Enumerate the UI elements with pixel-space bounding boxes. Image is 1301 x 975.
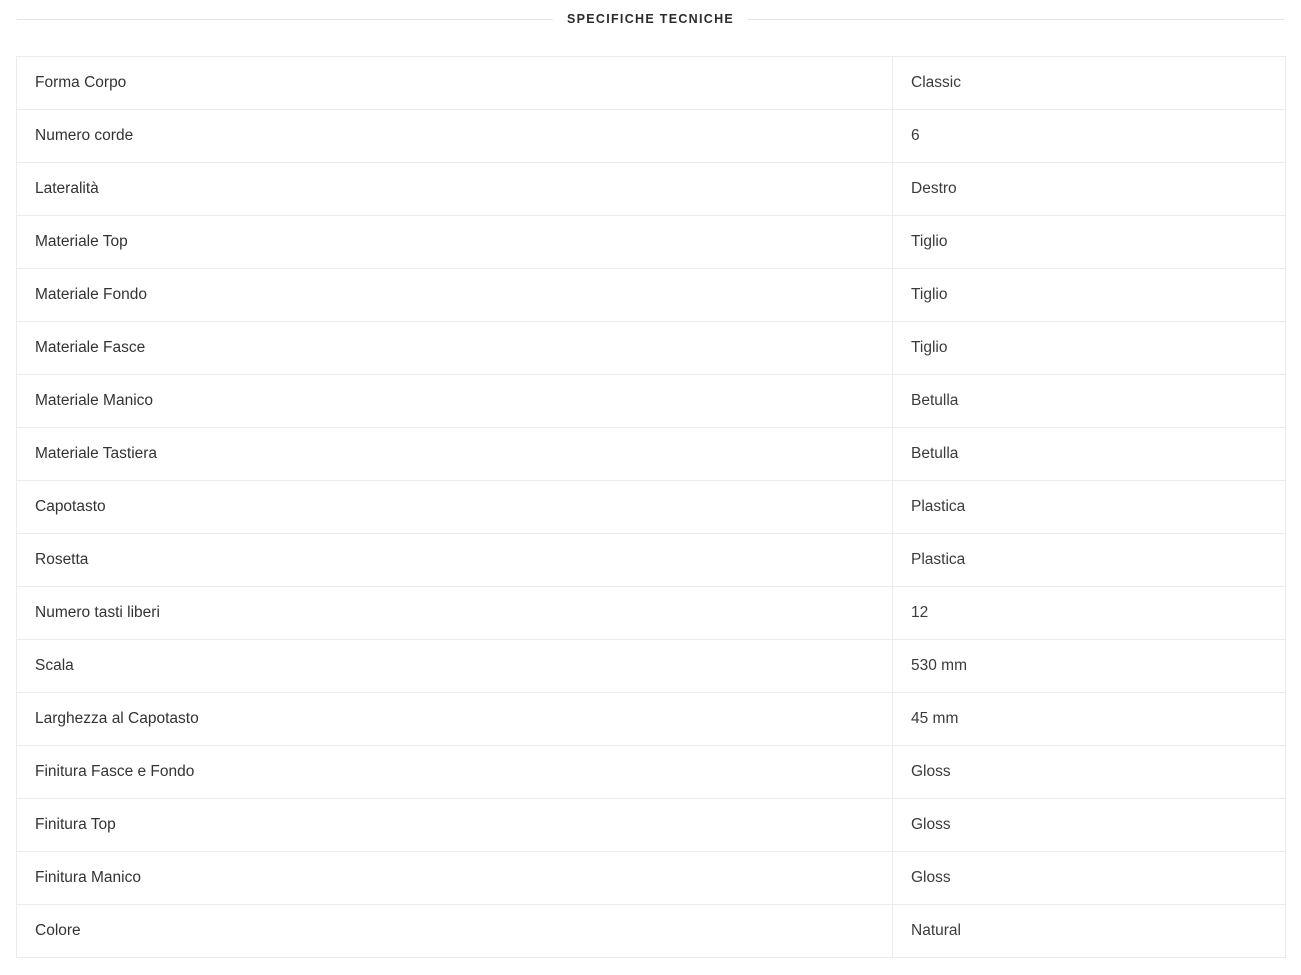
table-row [17,428,1286,481]
spec-label: Finitura Fasce e Fondo [17,746,893,799]
spec-label: Larghezza al Capotasto [17,693,893,746]
spec-value: Destro [893,163,1286,216]
spec-value: Natural [893,905,1286,958]
spec-label: Capotasto [17,481,893,534]
spec-label: Numero corde [17,110,893,163]
spec-value: Gloss [893,746,1286,799]
spec-label: Colore [17,905,893,958]
table-row [17,163,1286,216]
spec-label: Finitura Top [17,799,893,852]
specifications-table [16,56,1286,958]
table-row [17,375,1286,428]
spec-label: Numero tasti liberi [17,587,893,640]
spec-value: 530 mm [893,640,1286,693]
spec-label: Scala [17,640,893,693]
spec-table-container [16,56,1285,958]
spec-value: Gloss [893,799,1286,852]
table-row [17,110,1286,163]
section-heading [17,0,1284,30]
spec-value: Tiglio [893,322,1286,375]
table-row [17,693,1286,746]
table-row [17,799,1286,852]
spec-value: Gloss [893,852,1286,905]
table-row [17,905,1286,958]
spec-value: Tiglio [893,216,1286,269]
spec-label: Lateralità [17,163,893,216]
spec-value: Classic [893,57,1286,110]
table-row [17,746,1286,799]
heading-rule-left [17,19,553,20]
table-row [17,534,1286,587]
spec-label: Materiale Fondo [17,269,893,322]
table-row [17,481,1286,534]
table-row [17,57,1286,110]
spec-label: Finitura Manico [17,852,893,905]
spec-label: Materiale Fasce [17,322,893,375]
spec-value: 12 [893,587,1286,640]
spec-label: Materiale Top [17,216,893,269]
table-row [17,852,1286,905]
spec-label: Forma Corpo [17,57,893,110]
spec-label: Materiale Manico [17,375,893,428]
spec-value: Plastica [893,534,1286,587]
spec-value: 45 mm [893,693,1286,746]
spec-table-body [17,57,1286,958]
table-row [17,587,1286,640]
spec-value: Betulla [893,375,1286,428]
spec-value: Plastica [893,481,1286,534]
spec-value: Tiglio [893,269,1286,322]
table-row [17,269,1286,322]
table-row [17,216,1286,269]
spec-value: 6 [893,110,1286,163]
table-row [17,322,1286,375]
spec-label: Rosetta [17,534,893,587]
page-title: SPECIFICHE TECNICHE [566,12,735,26]
spec-label: Materiale Tastiera [17,428,893,481]
heading-rule-right [748,19,1284,20]
table-row [17,640,1286,693]
spec-value: Betulla [893,428,1286,481]
